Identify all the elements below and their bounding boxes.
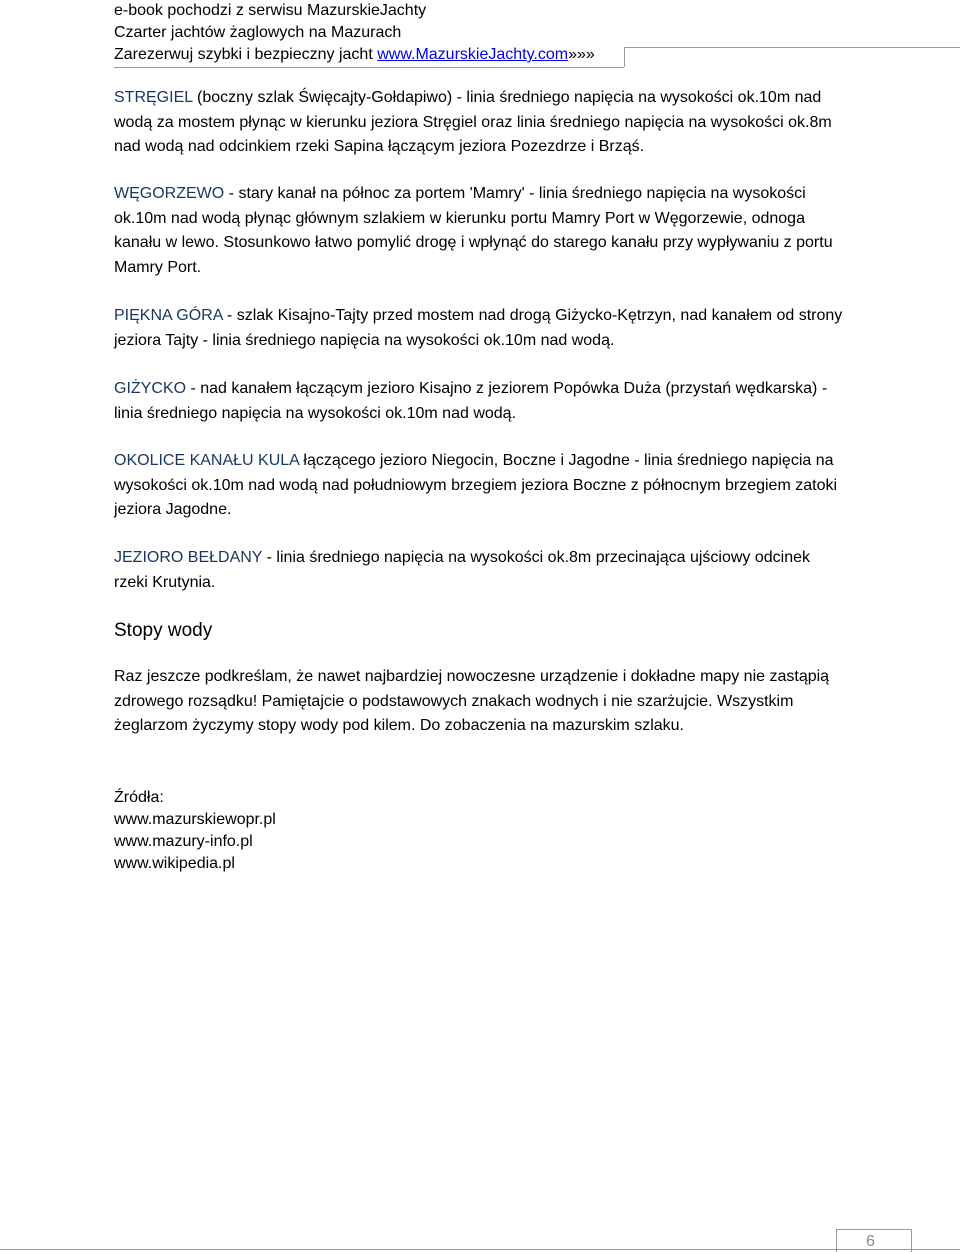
- header-rule-top: [624, 47, 960, 48]
- header-rule: [114, 67, 624, 68]
- header-rule-corner: [624, 47, 625, 67]
- section-jezioro-beldany: [114, 546, 844, 595]
- section-keyword: JEZIORO BEŁDANY: [114, 549, 263, 566]
- section-keyword: GIŻYCKO: [114, 380, 187, 397]
- header-line-1: e-book pochodzi z serwisu MazurskieJachty: [114, 2, 427, 19]
- section-kanal-kula: [114, 449, 844, 523]
- section-text: - stary kanał na północ za portem 'Mamry' - linia średniego napięcia na wysokości ok.10m nad wodą płynąc głównym szlakiem w kierunku portu Mamry Port w Węgorzewie, odnoga kanału w lewo. Stosunkowo łatwo pomylić drogę i wpłynąć do starego kanału przy wypływaniu z portu Mamry Port.: [114, 185, 833, 276]
- section-wegorzewo: [114, 182, 844, 280]
- section-text: - nad kanałem łączącym jezioro Kisajno z jeziorem Popówka Duża (przystań wędkarska) - linia średniego napięcia na wysokości ok.10m nad wodą.: [114, 380, 828, 422]
- website-link[interactable]: www.MazurskieJachty.com: [377, 46, 569, 63]
- section-keyword: OKOLICE KANAŁU KULA: [114, 452, 299, 469]
- page-header: [114, 0, 595, 66]
- sources-list: [114, 787, 276, 875]
- source-item: www.wikipedia.pl: [114, 855, 235, 872]
- section-heading: Stopy wody: [114, 620, 213, 641]
- sources-label: Źródła:: [114, 789, 164, 806]
- section-text: - szlak Kisajno-Tajty przed mostem nad drogą Giżycko-Kętrzyn, nad kanałem od strony jeziora Tajty - linia średniego napięcia na wysokości ok.10m nad wodą.: [114, 307, 843, 349]
- closing-paragraph: Raz jeszcze podkreślam, że nawet najbardziej nowoczesne urządzenie i dokładne mapy nie zastąpią zdrowego rozsądku! Pamiętajcie o podstawowych znakach wodnych i nie szarżujcie. Wszystkim żeglarzom życzymy stopy wody pod kilem. Do zobaczenia na mazurskim szlaku.: [114, 668, 830, 734]
- section-stregiel: [114, 86, 844, 160]
- section-gizycko: [114, 377, 844, 426]
- header-line-3: [114, 44, 595, 66]
- source-item: www.mazurskiewopr.pl: [114, 811, 276, 828]
- section-text: (boczny szlak Święcajty-Gołdapiwo) - linia średniego napięcia na wysokości ok.10m nad wodą za mostem płynąc w kierunku jeziora Stręgiel oraz linia średniego napięcia na wysokości ok.8m nad wodą nad odcinkiem rzeki Sapina łączącym jeziora Pozezdrze i Brząś.: [114, 89, 832, 155]
- header-arrows: »»»: [568, 46, 595, 63]
- header-line-3-prefix: Zarezerwuj szybki i bezpieczny jacht: [114, 46, 378, 63]
- section-keyword: PIĘKNA GÓRA: [114, 307, 223, 324]
- section-keyword: WĘGORZEWO: [114, 185, 225, 202]
- source-item: www.mazury-info.pl: [114, 833, 253, 850]
- page-number: 6: [866, 1233, 875, 1250]
- section-text: łączącego jezioro Niegocin, Boczne i Jagodne - linia średniego napięcia na wysokości ok.10m nad wodą nad południowym brzegiem jeziora Boczne z północnym brzegiem zatoki jeziora Jagodne.: [114, 452, 838, 518]
- section-text: - linia średniego napięcia na wysokości ok.8m przecinająca ujściowy odcinek rzeki Krutynia.: [114, 549, 811, 591]
- footer-rule: [0, 1249, 960, 1250]
- section-keyword: STRĘGIEL: [114, 89, 193, 106]
- header-line-2: Czarter jachtów żaglowych na Mazurach: [114, 24, 402, 41]
- section-piekna-gora: [114, 304, 844, 353]
